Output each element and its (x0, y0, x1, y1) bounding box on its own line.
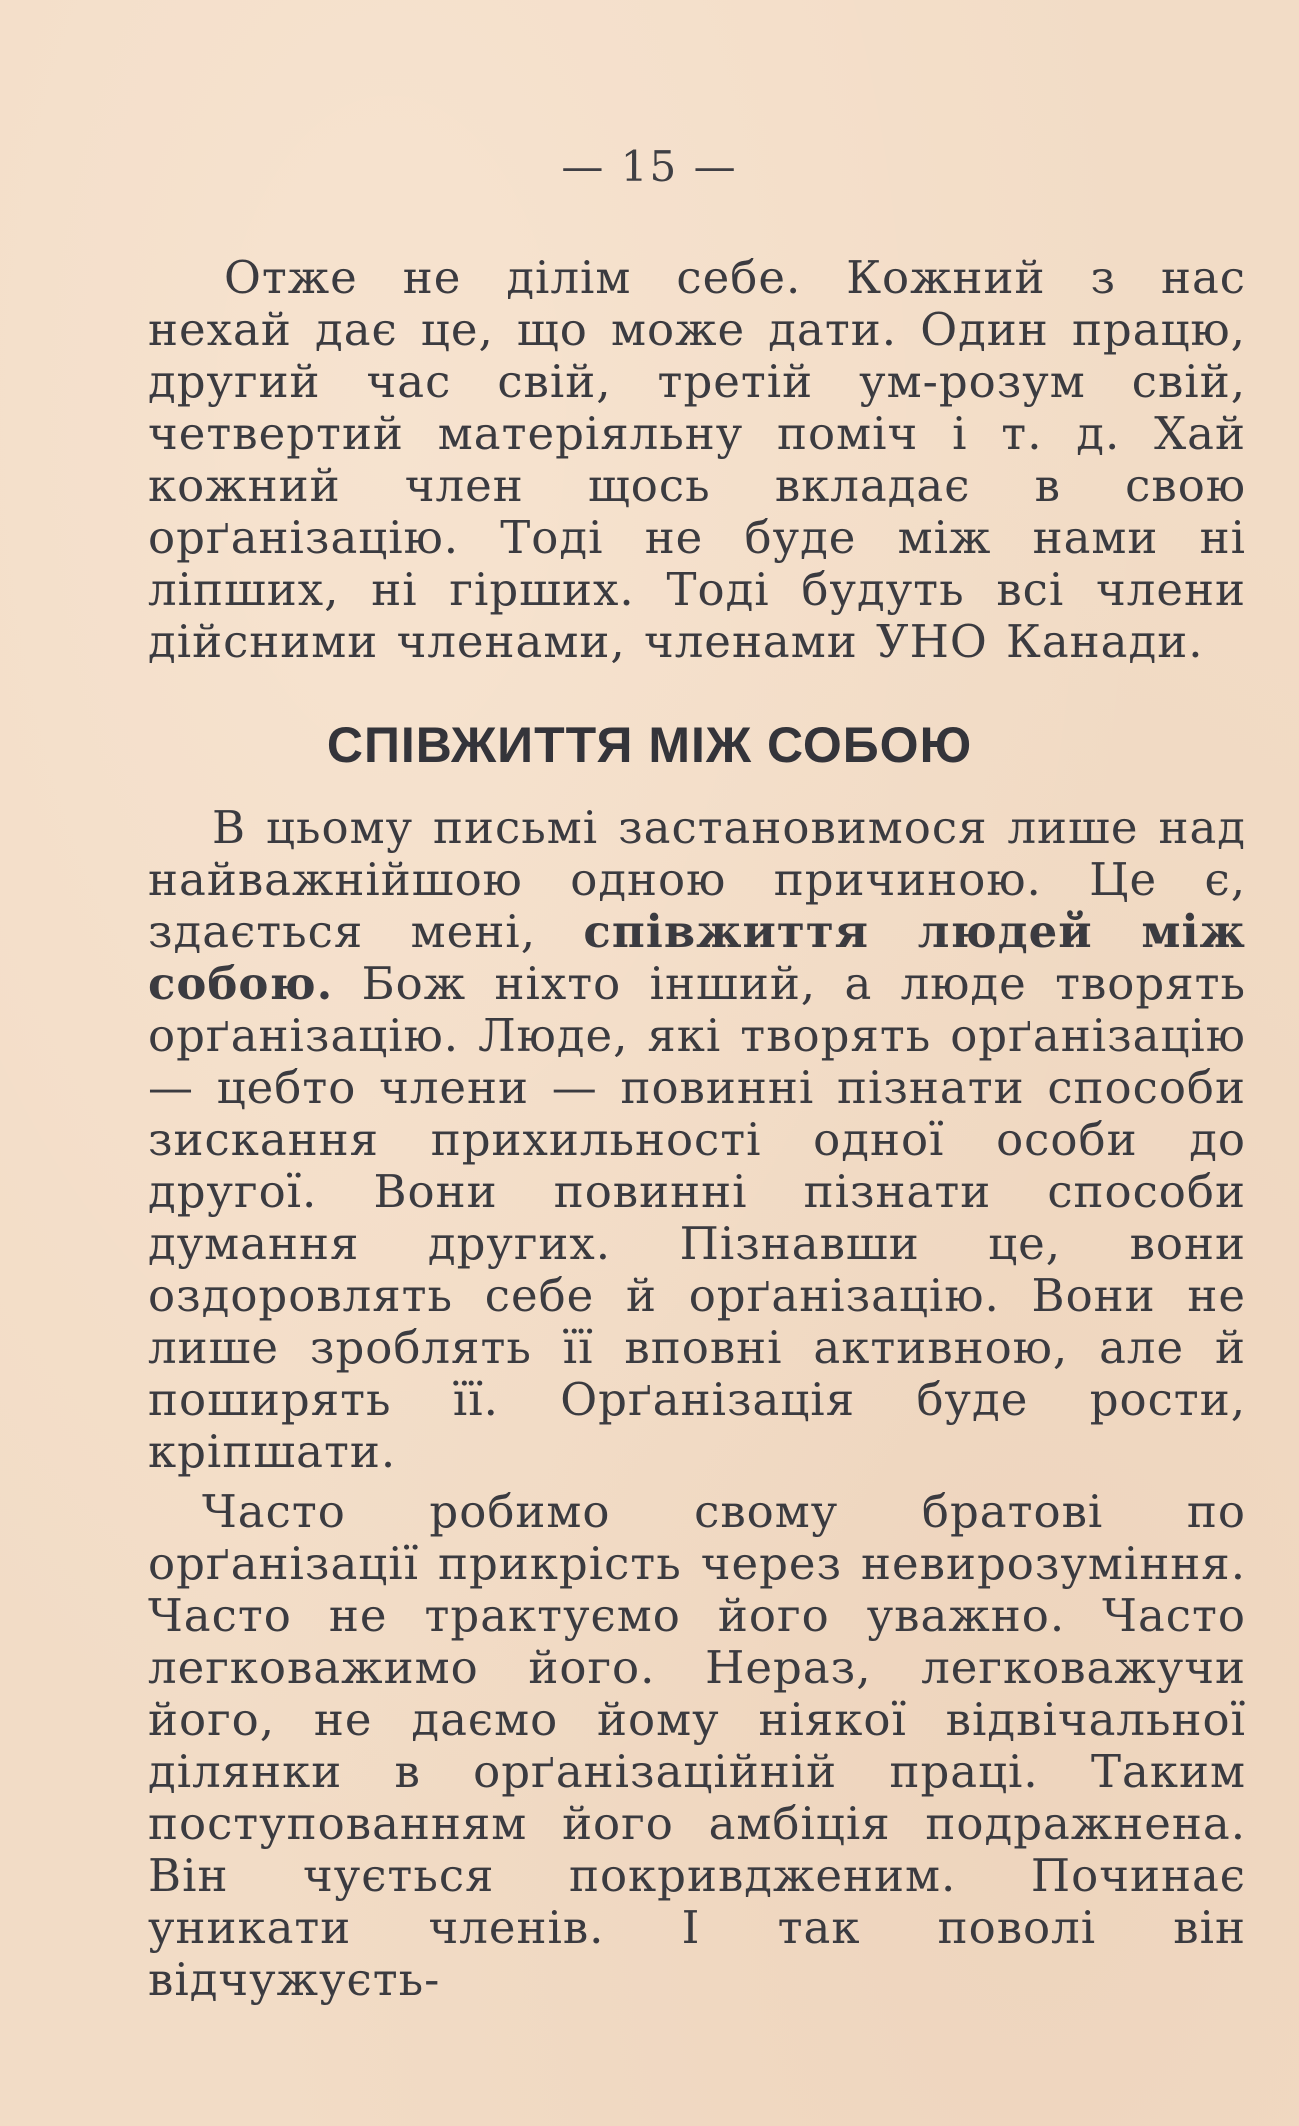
paragraph-2-text (148, 802, 1246, 1478)
paragraph-1 (148, 252, 1246, 668)
paragraph-2-part-1: В цьому письмі застановимося лише над найважнійшою одною причиною. Це є, здається мені, (148, 801, 1246, 958)
paragraph-2-bold-phrase: співжиття людей між собою. (148, 905, 1246, 1010)
paragraph-1-text: Отже не ділім себе. Кожний з нас нехай дає це, що може дати. Один працю, другий час свій, третій ум-розум свій, четвертий матеріяльну поміч і т. д. Хай кожний член щось вкладає в свою орґанізацію. Тоді не буде між нами ні ліпших, ні гірших. Тоді будуть всі члени дійсними членами, членами УНО Канади. (148, 251, 1246, 668)
paragraph-3-text: Часто робимо свому братові по орґанізації прикрість через невирозуміння. Часто не трактуємо його уважно. Часто легковажимо його. Нераз, легковажучи його, не даємо йому ніякої відвічальної ділянки в орґанізаційній праці. Таким поступованням його амбіція подражнена. Він чується покривдженим. Починає уникати членів. І так поволі він відчужуєть- (148, 1485, 1246, 2006)
paragraph-2 (148, 802, 1246, 1478)
paragraph-2-part-2: Бож ніхто інший, а люде творять орґанізацію. Люде, які творять орґанізацію — цебто члени — повинні пізнати способи зискання прихильності одної особи до другої. Вони повинні пізнати способи думання других. Пізнавши це, вони оздоровлять себе й орґанізацію. Вони не лише зроблять її вповні активною, але й поширять її. Орґанізація буде рости, кріпшати. (148, 957, 1246, 1478)
paragraph-3 (148, 1486, 1246, 2006)
section-heading: СПІВЖИТТЯ МІЖ СОБОЮ (326, 717, 973, 773)
page-number: — 15 — (561, 142, 738, 191)
